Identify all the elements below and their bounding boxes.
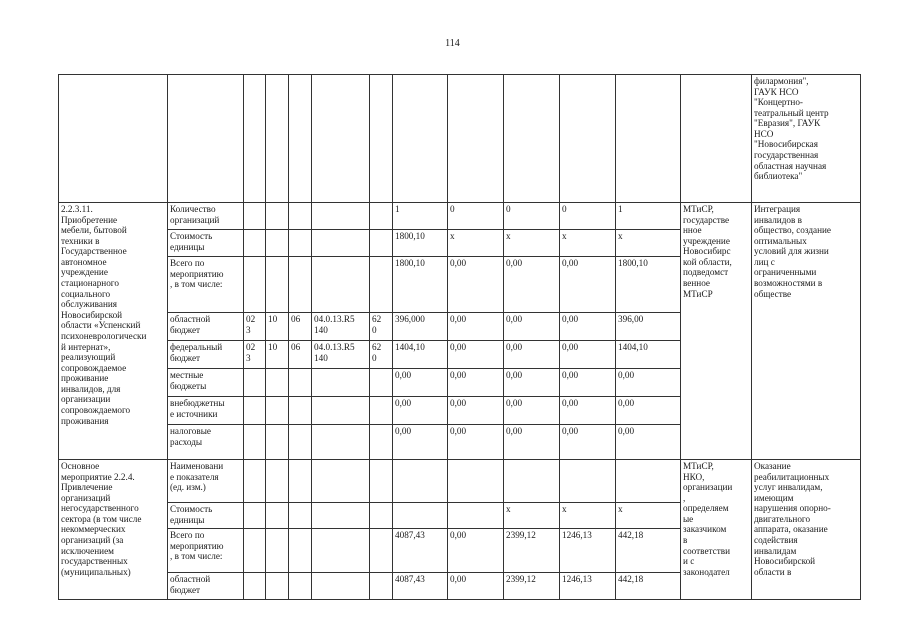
value-year-4: 0,00 (618, 370, 635, 380)
code-pr-cell (289, 257, 312, 313)
value-year-3: 0,00 (562, 258, 579, 268)
code-csr-cell (312, 369, 370, 397)
value-year-2: x (506, 231, 511, 241)
code-cell (266, 75, 289, 203)
value-total: 0,00 (395, 398, 412, 408)
indicator-label: Количество организаций (170, 204, 220, 225)
code-pr-cell (289, 230, 312, 257)
value-year-4-cell (616, 369, 681, 397)
indicator-label: Наименовани е показателя (ед. изм.) (170, 461, 224, 493)
value-year-3: 1246,13 (562, 574, 592, 584)
code-rz-cell (266, 460, 289, 503)
value-total-cell (393, 397, 448, 425)
code-csr-cell (312, 460, 370, 503)
indicator-label: Всего по мероприятию , в том числе: (170, 530, 224, 562)
partners-text: филармония", ГАУК НСО "Концертно- театральный центр "Евразия", ГАУК НСО "Новосибирская государственная областная научная библиотека" (754, 76, 829, 182)
value-year-3-cell (560, 425, 616, 460)
value-year-4-cell (616, 257, 681, 313)
value-year-3-cell (560, 203, 616, 230)
code-csr-cell (312, 230, 370, 257)
page-number: 114 (445, 38, 460, 49)
value-total: 1800,10 (395, 258, 425, 268)
indicator-label: налоговые расходы (170, 426, 211, 447)
value-year-1-cell (448, 529, 504, 573)
expected-result-text: Оказание реабилитационных услуг инвалидам, имеющим нарушения опорно- двигательного аппарата, оказание содействия инвалидам Новосибирской области в (754, 461, 831, 577)
value-year-1-cell (448, 257, 504, 313)
value-year-1-cell (448, 503, 504, 529)
value-year-1: 0,00 (450, 314, 467, 324)
table-row (59, 203, 861, 230)
indicator-label: Стоимость единицы (170, 231, 213, 252)
value-year-2: 2399,12 (506, 574, 536, 584)
value-year-4-cell (616, 529, 681, 573)
value-year-4-cell (616, 460, 681, 503)
value-year-4: 442,18 (618, 574, 644, 584)
value-year-1-cell (448, 203, 504, 230)
value-year-2-cell (504, 573, 560, 600)
value-year-2: 0,00 (506, 398, 523, 408)
code-grbs-cell (244, 573, 266, 600)
indicator-label: областной бюджет (170, 314, 211, 335)
value-total-cell (393, 230, 448, 257)
value-year-4-cell (616, 503, 681, 529)
code-rz-cell (266, 573, 289, 600)
indicator-label: местные бюджеты (170, 370, 207, 391)
value-year-3-cell (560, 529, 616, 573)
result-cell (752, 75, 861, 203)
code-grbs-cell (244, 529, 266, 573)
code-vr-cell (370, 529, 393, 573)
code-csr: 04.0.13.R5 140 (314, 314, 355, 335)
value-year-3-cell (560, 573, 616, 600)
code-csr-cell (312, 257, 370, 313)
code-pr-cell (289, 503, 312, 529)
code-cell (289, 75, 312, 203)
value-year-2-cell (504, 369, 560, 397)
value-year-2: 0 (506, 204, 511, 214)
value-year-3: 0,00 (562, 370, 579, 380)
value-year-3: 0,00 (562, 426, 579, 436)
value-year-2-cell (504, 529, 560, 573)
value-year-4-cell (616, 573, 681, 600)
table-row (59, 460, 861, 503)
value-year-3-cell (560, 341, 616, 369)
code-pr-cell (289, 425, 312, 460)
value-total: 0,00 (395, 426, 412, 436)
value-total-cell (393, 203, 448, 230)
value-year-1-cell (448, 573, 504, 600)
expected-result-cell (752, 203, 861, 460)
value-year-1-cell (448, 425, 504, 460)
indicator-label-cell (168, 503, 244, 529)
code-rz-cell (266, 369, 289, 397)
value-year-4: 1800,10 (618, 258, 648, 268)
indicator-cell (168, 75, 244, 203)
code-rz-cell (266, 529, 289, 573)
value-total: 0,00 (395, 370, 412, 380)
value-year-2-cell (504, 203, 560, 230)
code-grbs-cell (244, 230, 266, 257)
value-year-1: 0,00 (450, 574, 467, 584)
executor-text: МТиСР, НКО, организации , определяем ые заказчиком в соответстви и с законодател (683, 461, 733, 577)
code-rz-cell (266, 503, 289, 529)
code-grbs-cell (244, 460, 266, 503)
value-total-cell (393, 425, 448, 460)
code-pr-cell (289, 397, 312, 425)
value-year-3: x (562, 231, 567, 241)
event-name: 2.2.3.11. Приобретение мебели, бытовой техники в Государственное автономное учреждение стационарного социального обслуживания Новосибирской области «Успенский психоневрологически й интернат», реализующий сопровождаемое проживание инвалидов, для организации сопровождаемого проживания (61, 204, 147, 426)
value-year-4-cell (616, 425, 681, 460)
code-grbs-cell (244, 203, 266, 230)
value-cell (448, 75, 504, 203)
code-rz: 10 (268, 314, 278, 324)
indicator-label-cell (168, 529, 244, 573)
value-year-1: 0,00 (450, 258, 467, 268)
code-vr-cell (370, 203, 393, 230)
code-rz: 10 (268, 342, 278, 352)
code-pr: 06 (291, 314, 301, 324)
indicator-label: Всего по мероприятию , в том числе: (170, 258, 224, 290)
value-total-cell (393, 369, 448, 397)
value-year-3-cell (560, 503, 616, 529)
code-rz-cell (266, 257, 289, 313)
value-year-4: 442,18 (618, 530, 644, 540)
code-grbs-cell (244, 425, 266, 460)
value-cell (616, 75, 681, 203)
value-year-4: 0,00 (618, 426, 635, 436)
code-vr-cell (370, 257, 393, 313)
code-csr-cell (312, 573, 370, 600)
indicator-label-cell (168, 425, 244, 460)
value-year-1-cell (448, 369, 504, 397)
code-pr-cell (289, 460, 312, 503)
code-vr-cell (370, 573, 393, 600)
code-grbs: 02 3 (246, 314, 256, 335)
value-year-1-cell (448, 313, 504, 341)
value-total: 4087,43 (395, 530, 425, 540)
code-vr-cell (370, 341, 393, 369)
value-year-3: 0,00 (562, 342, 579, 352)
value-total: 1800,10 (395, 231, 425, 241)
value-year-2-cell (504, 397, 560, 425)
value-year-2: 0,00 (506, 426, 523, 436)
value-year-4: x (618, 231, 623, 241)
value-year-1-cell (448, 341, 504, 369)
value-year-2-cell (504, 503, 560, 529)
code-grbs-cell (244, 397, 266, 425)
value-year-1-cell (448, 230, 504, 257)
value-year-2: x (506, 504, 511, 514)
code-csr-cell (312, 529, 370, 573)
value-cell (393, 75, 448, 203)
value-year-3: 0,00 (562, 398, 579, 408)
value-year-4: 1 (618, 204, 623, 214)
value-year-2: 0,00 (506, 342, 523, 352)
value-year-1: 0,00 (450, 342, 467, 352)
indicator-label-cell (168, 313, 244, 341)
table-body (59, 75, 861, 600)
value-year-4-cell (616, 397, 681, 425)
value-year-3-cell (560, 257, 616, 313)
code-vr-cell (370, 425, 393, 460)
value-year-1: 0,00 (450, 426, 467, 436)
value-total-cell (393, 529, 448, 573)
value-year-2: 0,00 (506, 314, 523, 324)
indicator-label-cell (168, 203, 244, 230)
value-total-cell (393, 573, 448, 600)
code-vr-cell (370, 313, 393, 341)
code-rz-cell (266, 397, 289, 425)
event-name-cell (59, 203, 168, 460)
value-year-2: 2399,12 (506, 530, 536, 540)
event-name-cell (59, 460, 168, 600)
value-total-cell (393, 503, 448, 529)
value-year-4-cell (616, 230, 681, 257)
indicator-label: областной бюджет (170, 574, 211, 595)
code-csr-cell (312, 425, 370, 460)
indicator-label: Стоимость единицы (170, 504, 213, 525)
code-csr: 04.0.13.R5 140 (314, 342, 355, 363)
indicator-label: внебюджетны е источники (170, 398, 225, 419)
code-grbs: 02 3 (246, 342, 256, 363)
value-year-4-cell (616, 313, 681, 341)
code-grbs-cell (244, 257, 266, 313)
code-grbs-cell (244, 369, 266, 397)
code-cell (244, 75, 266, 203)
value-year-2-cell (504, 257, 560, 313)
value-total: 1 (395, 204, 400, 214)
value-year-3-cell (560, 313, 616, 341)
value-year-2-cell (504, 230, 560, 257)
code-csr-cell (312, 203, 370, 230)
value-total: 4087,43 (395, 574, 425, 584)
value-year-4-cell (616, 203, 681, 230)
value-year-1-cell (448, 460, 504, 503)
indicator-label-cell (168, 397, 244, 425)
value-year-3-cell (560, 369, 616, 397)
code-csr-cell (312, 397, 370, 425)
indicator-label: федеральный бюджет (170, 342, 223, 363)
value-year-1-cell (448, 397, 504, 425)
code-pr-cell (289, 203, 312, 230)
value-year-3-cell (560, 397, 616, 425)
value-year-1: 0,00 (450, 398, 467, 408)
value-year-3: 0 (562, 204, 567, 214)
value-year-4: 1404,10 (618, 342, 648, 352)
indicator-label-cell (168, 257, 244, 313)
code-csr-cell (312, 503, 370, 529)
event-name: Основное мероприятие 2.2.4. Привлечение организаций негосударственного сектора (в том числе некоммерческих организаций (за исключением государственных (муниципальных) (61, 461, 142, 577)
value-total: 1404,10 (395, 342, 425, 352)
value-year-2-cell (504, 341, 560, 369)
code-vr-cell (370, 369, 393, 397)
code-vr-cell (370, 230, 393, 257)
code-grbs-cell (244, 503, 266, 529)
code-rz-cell (266, 230, 289, 257)
value-cell (504, 75, 560, 203)
code-vr: 62 0 (372, 342, 382, 363)
code-grbs-cell (244, 341, 266, 369)
value-year-1: x (450, 231, 455, 241)
value-year-4-cell (616, 341, 681, 369)
code-pr-cell (289, 529, 312, 573)
code-cell (370, 75, 393, 203)
indicator-label-cell (168, 573, 244, 600)
executor-cell (681, 460, 752, 600)
indicator-label-cell (168, 341, 244, 369)
code-csr-cell (312, 341, 370, 369)
continuation-row (59, 75, 861, 203)
code-rz-cell (266, 203, 289, 230)
code-vr-cell (370, 397, 393, 425)
value-year-2: 0,00 (506, 258, 523, 268)
value-year-4: 396,00 (618, 314, 644, 324)
executor-text: МТиСР, государстве нное учреждение Новосибирс кой области, подведомст венное МТиСР (683, 204, 732, 299)
value-year-2: 0,00 (506, 370, 523, 380)
value-year-2-cell (504, 313, 560, 341)
value-year-4: 0,00 (618, 398, 635, 408)
code-pr: 06 (291, 342, 301, 352)
code-csr-cell (312, 313, 370, 341)
value-total-cell (393, 460, 448, 503)
code-grbs-cell (244, 313, 266, 341)
value-year-3: 0,00 (562, 314, 579, 324)
code-vr: 62 0 (372, 314, 382, 335)
value-year-3-cell (560, 460, 616, 503)
value-year-3: x (562, 504, 567, 514)
program-events-table (58, 74, 861, 600)
code-cell (312, 75, 370, 203)
code-pr-cell (289, 313, 312, 341)
code-pr-cell (289, 573, 312, 600)
value-year-1: 0,00 (450, 370, 467, 380)
value-year-1: 0,00 (450, 530, 467, 540)
value-year-1: 0 (450, 204, 455, 214)
code-vr-cell (370, 460, 393, 503)
code-pr-cell (289, 341, 312, 369)
value-total-cell (393, 257, 448, 313)
indicator-label-cell (168, 460, 244, 503)
indicator-label-cell (168, 230, 244, 257)
code-vr-cell (370, 503, 393, 529)
value-year-3-cell (560, 230, 616, 257)
expected-result-cell (752, 460, 861, 600)
value-year-3: 1246,13 (562, 530, 592, 540)
expected-result-text: Интеграция инвалидов в общество, создание оптимальных условий для жизни лиц с ограниченными возможностями в обществе (754, 204, 832, 299)
executor-cell (681, 203, 752, 460)
code-rz-cell (266, 313, 289, 341)
code-rz-cell (266, 341, 289, 369)
value-year-2-cell (504, 425, 560, 460)
value-year-4: x (618, 504, 623, 514)
executor-cell (681, 75, 752, 203)
value-total-cell (393, 341, 448, 369)
value-total: 396,000 (395, 314, 425, 324)
code-pr-cell (289, 369, 312, 397)
event-cell (59, 75, 168, 203)
value-cell (560, 75, 616, 203)
indicator-label-cell (168, 369, 244, 397)
value-year-2-cell (504, 460, 560, 503)
value-total-cell (393, 313, 448, 341)
code-rz-cell (266, 425, 289, 460)
